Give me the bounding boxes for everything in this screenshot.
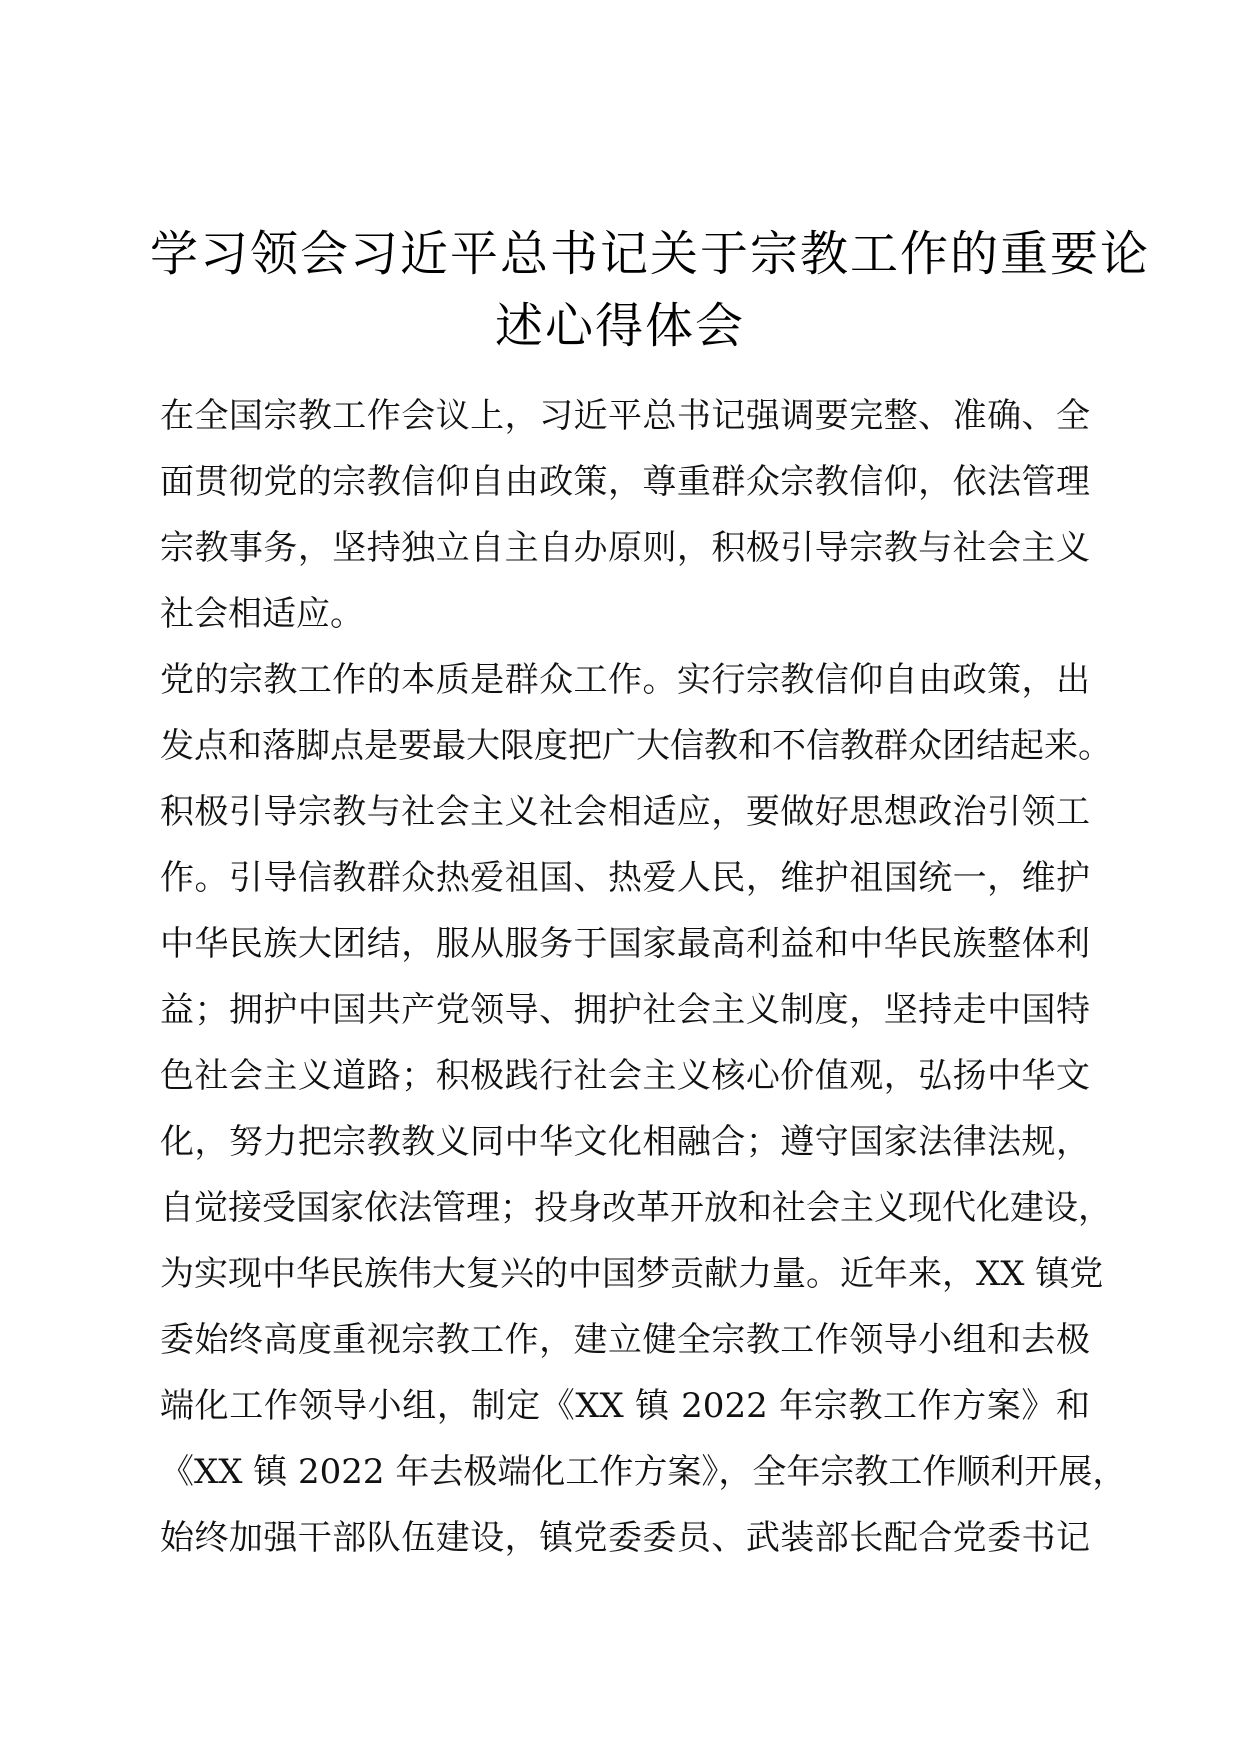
body-line: 色社会主义道路；积极践行社会主义核心价值观，弘扬中华文 [160, 1056, 1090, 1096]
body-line: 发点和落脚点是要最大限度把广大信教和不信教群众团结起来。 [160, 726, 1112, 766]
body-line: 宗教事务，坚持独立自主自办原则，积极引导宗教与社会主义 [160, 528, 1090, 568]
body-line: 为实现中华民族伟大复兴的中国梦贡献力量。近年来，XX 镇党 [160, 1254, 1104, 1294]
title-line-2: 述心得体会 [494, 298, 745, 354]
body-line: 端化工作领导小组，制定《XX 镇 2022 年宗教工作方案》和 [160, 1386, 1090, 1426]
body-line: 始终加强干部队伍建设，镇党委委员、武装部长配合党委书记 [160, 1518, 1090, 1558]
body-line: 《XX 镇 2022 年去极端化工作方案》，全年宗教工作顺利开展， [160, 1452, 1127, 1492]
body-line: 作。引导信教群众热爱祖国、热爱人民，维护祖国统一，维护 [160, 858, 1090, 898]
body-line: 中华民族大团结，服从服务于国家最高利益和中华民族整体利 [160, 924, 1090, 964]
body-line: 在全国宗教工作会议上，习近平总书记强调要完整、准确、全 [160, 396, 1090, 436]
body-line: 益；拥护中国共产党领导、拥护社会主义制度，坚持走中国特 [160, 990, 1090, 1030]
document-title [150, 218, 1151, 362]
body-line: 社会相适应。 [160, 594, 364, 634]
document-body [160, 383, 1127, 1571]
body-line: 党的宗教工作的本质是群众工作。实行宗教信仰自由政策，出 [160, 660, 1090, 700]
body-line: 积极引导宗教与社会主义社会相适应，要做好思想政治引领工 [160, 792, 1090, 832]
title-line-1: 学习领会习近平总书记关于宗教工作的重要论 [150, 226, 1151, 282]
body-line: 面贯彻党的宗教信仰自由政策，尊重群众宗教信仰，依法管理 [160, 462, 1090, 502]
body-line: 自觉接受国家依法管理；投身改革开放和社会主义现代化建设， [160, 1188, 1112, 1228]
body-line: 化，努力把宗教教义同中华文化相融合；遵守国家法律法规， [160, 1122, 1090, 1162]
body-line: 委始终高度重视宗教工作，建立健全宗教工作领导小组和去极 [160, 1320, 1090, 1360]
